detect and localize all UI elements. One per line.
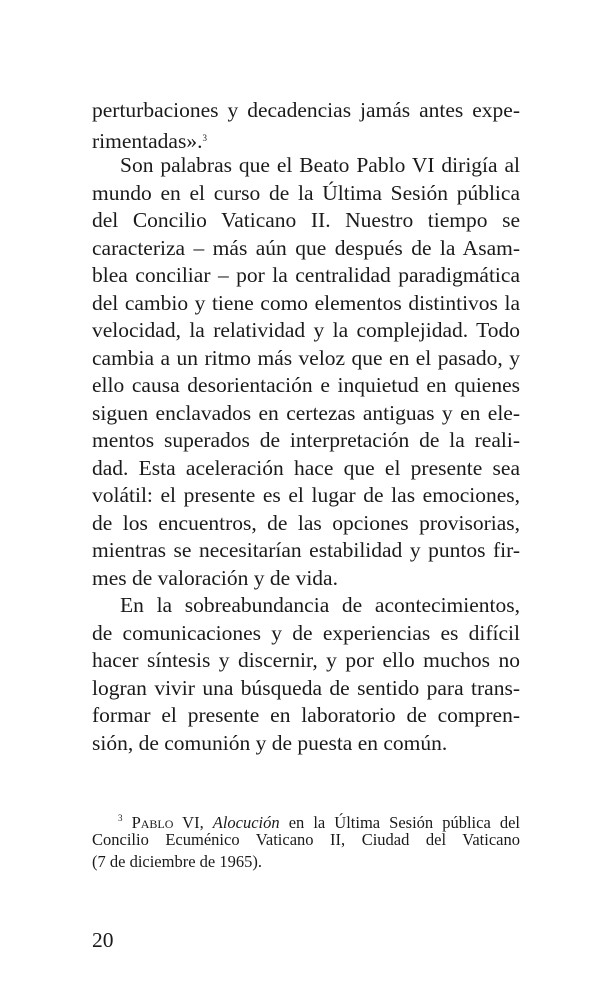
text-line: Son palabras que el Beato Pablo VI dirigía al <box>120 153 520 177</box>
footnote-number: 3 <box>118 813 123 823</box>
text-line: mes de valoración y de vida. <box>92 565 338 590</box>
page-number: 20 <box>92 928 114 952</box>
text-line: logran vivir una búsqueda de sentido para trans- <box>92 675 520 700</box>
text-line: del cambio y tiene como elementos distintivos la <box>92 290 520 315</box>
text-line: cambia a un ritmo más veloz que en el pasado, y <box>92 345 520 370</box>
text-line: de comunicaciones y de experiencias es difícil <box>92 620 520 645</box>
footnote-ref: 3 <box>202 132 207 143</box>
footnote-author: Pablo <box>131 813 174 832</box>
text-line: caracteriza – más aún que después de la Asam- <box>92 235 520 260</box>
text-line: mientras se necesitarían estabilidad y puntos fir- <box>92 538 520 562</box>
footnote-line: (7 de diciembre de 1965). <box>92 852 262 871</box>
text-line: de los encuentros, de las opciones provisorias, <box>92 510 520 535</box>
footnote-text: VI, <box>173 813 213 832</box>
body-text <box>92 97 520 757</box>
text-line: hacer síntesis y discernir, y por ello muchos no <box>92 648 520 672</box>
text-line: siguen enclavados en certezas antiguas y en ele- <box>92 400 520 425</box>
text-line: velocidad, la relatividad y la complejidad. Todo <box>92 318 520 342</box>
text-line: perturbaciones y decadencias jamás antes expe- <box>92 98 520 122</box>
text-line: ello causa desorientación e inquietud en quienes <box>92 373 520 397</box>
footnote-line <box>92 807 520 832</box>
text-line: dad. Esta aceleración hace que el presente sea <box>92 455 520 480</box>
text-line: formar el presente en laboratorio de compren- <box>92 703 520 727</box>
text-span: rimentadas». <box>92 128 203 153</box>
text-line: mentos superados de interpretación de la reali- <box>92 428 520 452</box>
text-line: del Concilio Vaticano II. Nuestro tiempo se <box>92 208 520 232</box>
text-line: En la sobreabundancia de acontecimientos, <box>120 593 520 617</box>
text-line: volátil: el presente es el lugar de las emociones, <box>92 483 520 507</box>
footnote-text: en la Última Sesión pública del <box>279 813 520 832</box>
text-line: mundo en el curso de la Última Sesión pública <box>92 180 520 205</box>
text-line: sión, de comunión y de puesta en común. <box>92 730 448 755</box>
footnote-title: Alocución <box>212 813 280 832</box>
text-line: blea conciliar – por la centralidad paradigmática <box>92 263 520 287</box>
footnote <box>92 807 520 873</box>
footnote-line: Concilio Ecuménico Vaticano II, Ciudad del Vaticano <box>92 830 520 849</box>
text-line <box>92 125 520 153</box>
